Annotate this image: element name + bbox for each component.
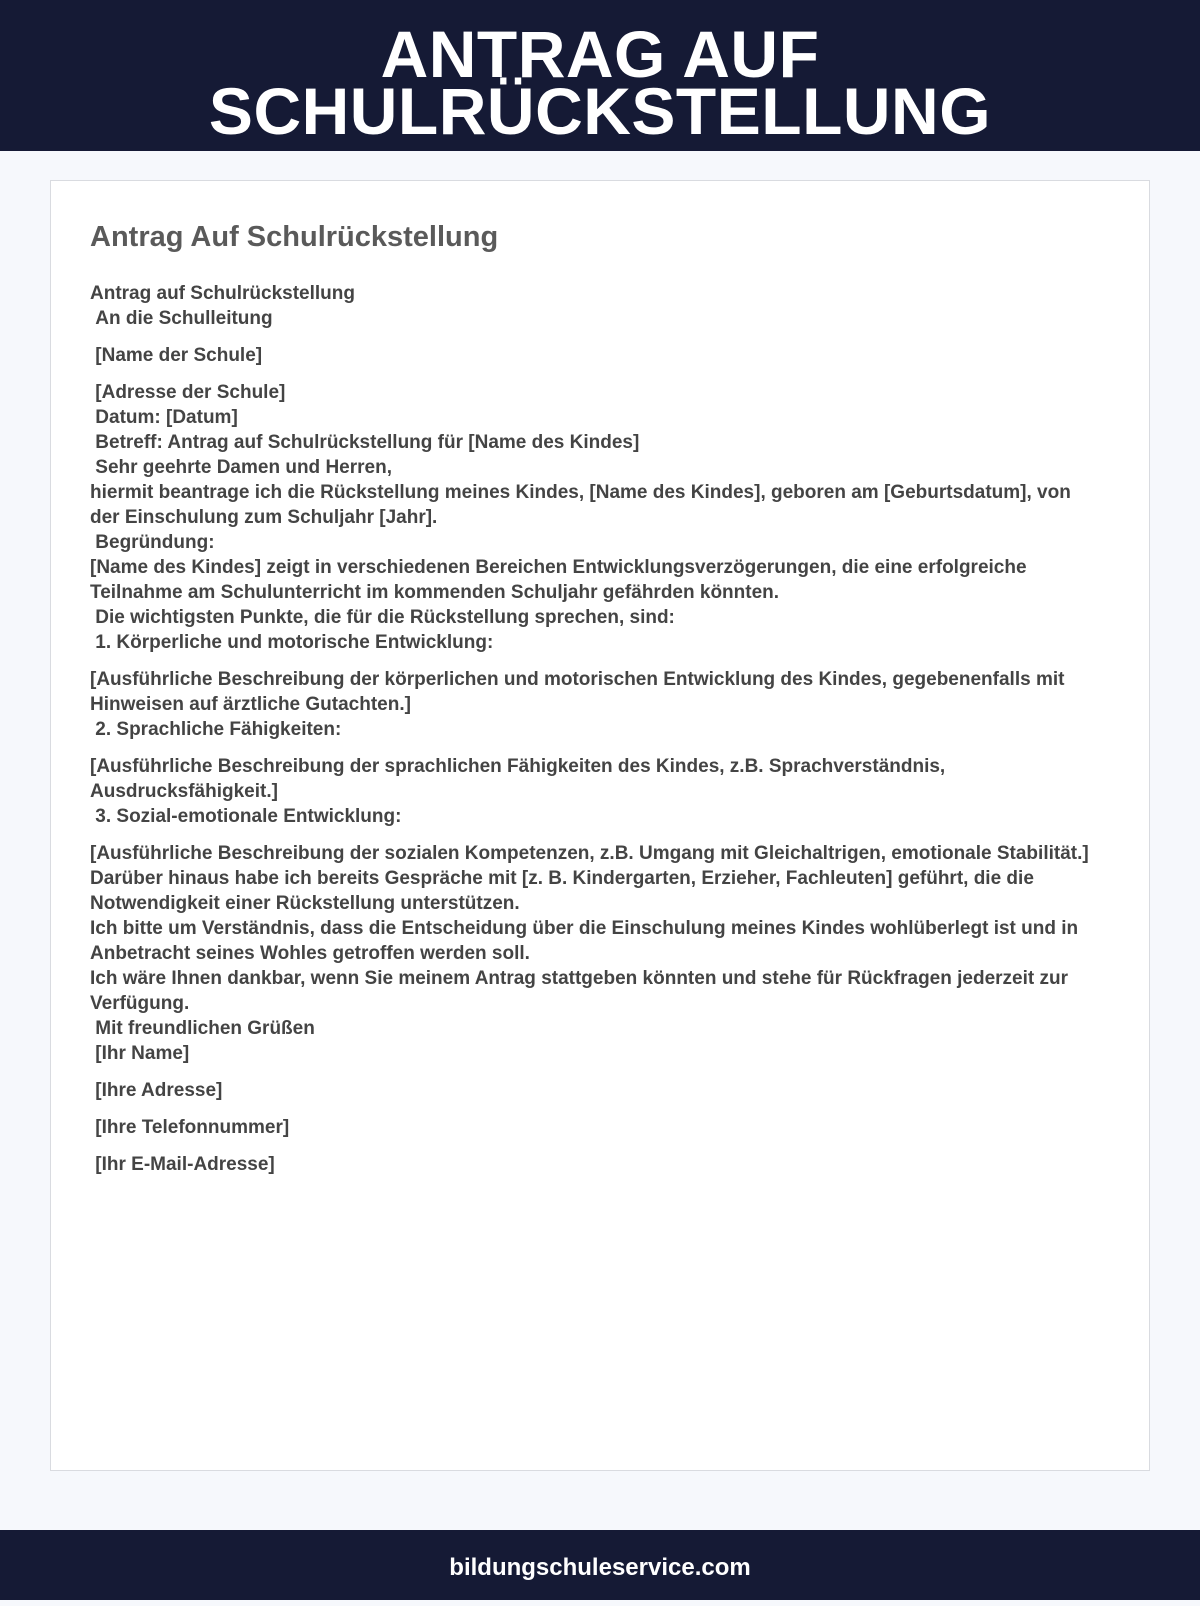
letter-line: [Name der Schule] [90,345,263,366]
header-title [0,17,1200,148]
letter-line: Die wichtigsten Punkte, die für die Rückstellung sprechen, sind: [90,607,675,628]
letter-line: Mit freundlichen Grüßen [90,1018,315,1039]
header-title-line-2: SCHULRÜCKSTELLUNG [208,74,992,148]
document-card [50,180,1150,1471]
letter-line: [Ausführliche Beschreibung der körperlichen und motorischen Entwicklung des Kindes, gegebenenfalls mit Hinweisen auf ärztliche Gutachten.] [90,669,1070,715]
letter-line: [Ausführliche Beschreibung der sozialen Kompetenzen, z.B. Umgang mit Gleichaltrigen, emotionale Stabilität.] [90,843,1089,864]
letter-line: [Ihr Name] [90,1043,190,1064]
footer-site-link[interactable]: bildungschuleservice.com [449,1554,751,1581]
letter-line: 3. Sozial-emotionale Entwicklung: [90,806,402,827]
document-title: Antrag Auf Schulrückstellung [90,221,499,253]
letter-line: Ich wäre Ihnen dankbar, wenn Sie meinem Antrag stattgeben könnten und stehe für Rückfragen jederzeit zur Verfügung. [90,968,1074,1014]
letter-line: hiermit beantrage ich die Rückstellung meines Kindes, [Name des Kindes], geboren am [Geburtsdatum], von der Einschulung zum Schuljahr [Jahr]. [90,482,1077,528]
letter-line: 2. Sprachliche Fähigkeiten: [90,719,342,740]
letter-line: [Ihre Telefonnummer] [90,1117,290,1138]
letter-line: [Adresse der Schule] [90,382,286,403]
letter-line: Begründung: [90,532,215,553]
letter-line: Betreff: Antrag auf Schulrückstellung für [Name des Kindes] [90,432,640,453]
letter-line: [Name des Kindes] zeigt in verschiedenen Bereichen Entwicklungsverzögerungen, die eine erfolgreiche Teilnahme am Schulunterricht im kommenden Schuljahr gefährden könnten. [90,557,1032,603]
letter-body [90,281,1100,1177]
letter-line: An die Schulleitung [90,308,273,329]
letter-line: [Ihr E-Mail-Adresse] [90,1154,275,1175]
letter-line: [Ausführliche Beschreibung der sprachlichen Fähigkeiten des Kindes, z.B. Sprachverständnis, Ausdrucksfähigkeit.] [90,756,950,802]
header-title-line-1: ANTRAG AUF [380,17,820,91]
letter-line: Antrag auf Schulrückstellung [90,283,355,304]
letter-line: Ich bitte um Verständnis, dass die Entscheidung über die Einschulung meines Kindes wohlüberlegt ist und in Anbetracht seines Wohles getroffen werden soll. [90,918,1083,964]
letter-line: 1. Körperliche und motorische Entwicklung: [90,632,494,653]
letter-line: Datum: [Datum] [90,407,238,428]
page-footer [0,1530,1200,1600]
letter-line: [Ihre Adresse] [90,1080,223,1101]
letter-line: Darüber hinaus habe ich bereits Gespräche mit [z. B. Kindergarten, Erzieher, Fachleuten] geführt, die die Notwendigkeit einer Rückstellung unterstützen. [90,868,1040,914]
page-header [0,0,1200,151]
letter-line: Sehr geehrte Damen und Herren, [90,457,392,478]
